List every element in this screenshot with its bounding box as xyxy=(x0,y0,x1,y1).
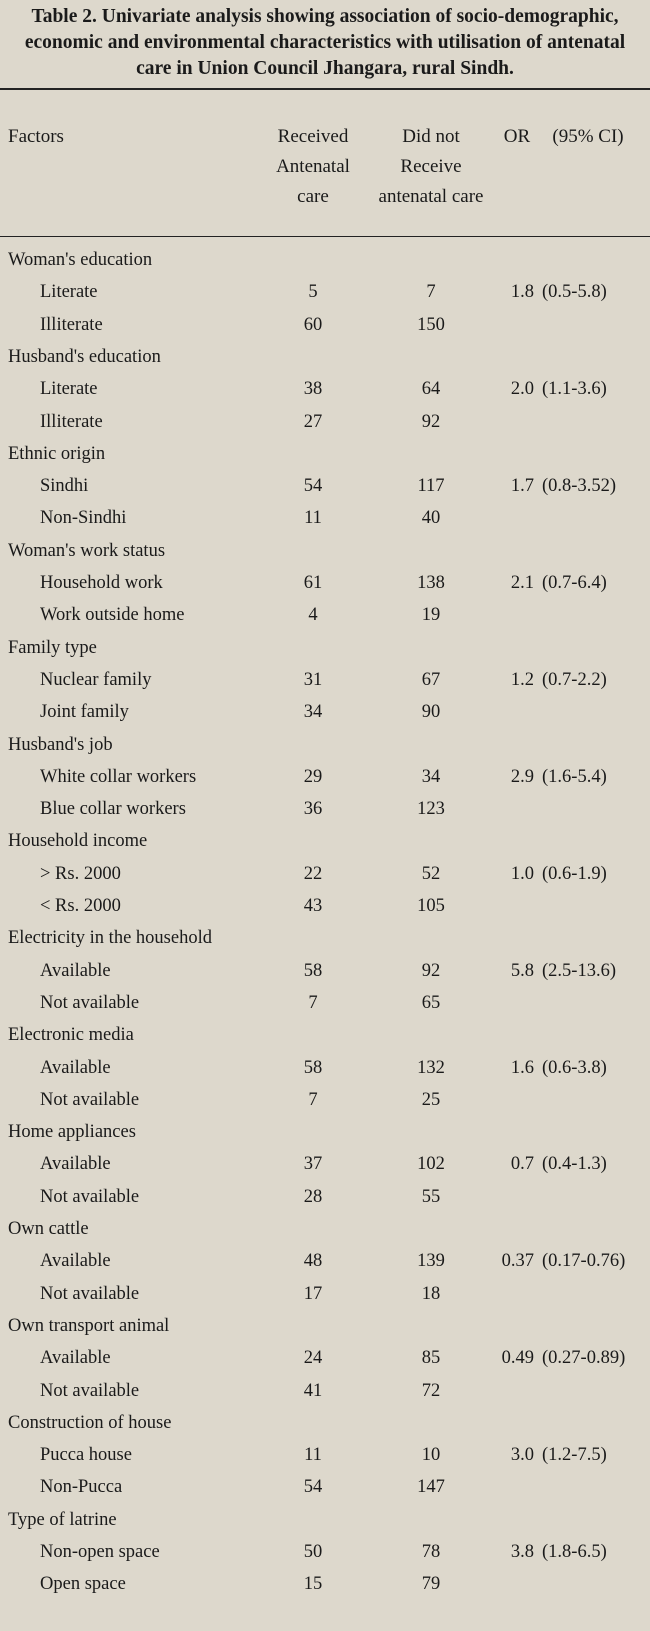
cell-did-not-receive: 19 xyxy=(421,605,441,626)
row-label: Not available xyxy=(40,1283,140,1304)
cell-received: 7 xyxy=(308,992,318,1013)
row-label: Open space xyxy=(40,1574,126,1595)
cell-did-not-receive: 123 xyxy=(417,799,445,820)
cell-or: 3.0 xyxy=(510,1445,534,1466)
row-label: Not available xyxy=(40,1089,140,1110)
header-ci: (95% CI) xyxy=(552,126,624,147)
cell-received: 34 xyxy=(303,702,323,723)
cell-did-not-receive: 52 xyxy=(421,863,441,884)
cell-ci: (1.2-7.5) xyxy=(542,1445,607,1466)
cell-received: 11 xyxy=(304,508,322,529)
group-heading xyxy=(0,1213,650,1245)
cell-ci: (0.6-3.8) xyxy=(542,1057,607,1078)
table-row xyxy=(0,664,650,696)
cell-received: 11 xyxy=(304,1445,322,1466)
cell-received: 17 xyxy=(303,1283,323,1304)
row-label: Nuclear family xyxy=(40,669,152,690)
cell-ci: (2.5-13.6) xyxy=(542,960,616,981)
group-title: Construction of house xyxy=(8,1412,172,1433)
group-heading xyxy=(0,632,650,664)
cell-did-not-receive: 79 xyxy=(421,1574,441,1595)
table-row xyxy=(0,599,650,631)
header-factors: Factors xyxy=(8,126,64,147)
cell-received: 15 xyxy=(303,1574,323,1595)
table-row xyxy=(0,955,650,987)
cell-received: 58 xyxy=(303,960,323,981)
row-label: Available xyxy=(40,1348,111,1369)
cell-received: 29 xyxy=(303,766,323,787)
row-label: Literate xyxy=(40,282,98,303)
cell-received: 58 xyxy=(303,1057,323,1078)
cell-or: 1.7 xyxy=(510,476,534,497)
cell-did-not-receive: 117 xyxy=(417,476,445,497)
cell-did-not-receive: 55 xyxy=(421,1186,441,1207)
group-heading xyxy=(0,825,650,857)
table-row xyxy=(0,1148,650,1180)
cell-received: 54 xyxy=(303,476,323,497)
table-row xyxy=(0,1245,650,1277)
cell-did-not-receive: 34 xyxy=(421,766,441,787)
cell-did-not-receive: 132 xyxy=(417,1057,445,1078)
cell-received: 61 xyxy=(303,573,323,593)
group-title: Home appliances xyxy=(8,1122,136,1143)
row-label: White collar workers xyxy=(40,766,197,787)
cell-did-not-receive: 65 xyxy=(421,992,441,1013)
table-row xyxy=(0,1342,650,1374)
cell-received: 41 xyxy=(303,1380,323,1401)
table-row xyxy=(0,1568,650,1600)
table-row xyxy=(0,1278,650,1310)
cell-received: 27 xyxy=(303,411,323,432)
cell-ci: (0.5-5.8) xyxy=(542,282,607,303)
row-label: Pucca house xyxy=(40,1445,132,1466)
group-title: Type of latrine xyxy=(8,1509,117,1530)
cell-received: 24 xyxy=(303,1348,323,1369)
table-row xyxy=(0,470,650,502)
group-heading xyxy=(0,438,650,470)
group-title: Own cattle xyxy=(8,1219,89,1239)
cell-ci: (0.17-0.76) xyxy=(542,1251,626,1272)
cell-or: 0.49 xyxy=(501,1348,534,1369)
row-label: > Rs. 2000 xyxy=(40,863,121,884)
cell-did-not-receive: 25 xyxy=(421,1089,441,1110)
cell-did-not-receive: 92 xyxy=(421,411,441,432)
group-heading xyxy=(0,729,650,761)
group-heading xyxy=(0,1116,650,1148)
row-label: Joint family xyxy=(40,702,129,723)
row-label: Literate xyxy=(40,379,98,400)
table-row xyxy=(0,1181,650,1213)
row-label: Illiterate xyxy=(40,411,103,432)
group-heading xyxy=(0,1407,650,1439)
table-row xyxy=(0,1052,650,1084)
cell-or: 2.0 xyxy=(510,379,534,400)
row-label: Work outside home xyxy=(40,605,185,626)
table-row xyxy=(0,858,650,890)
group-heading xyxy=(0,244,650,276)
group-heading xyxy=(0,1019,650,1051)
cell-received: 38 xyxy=(303,379,323,400)
cell-or: 2.9 xyxy=(510,766,534,787)
cell-or: 5.8 xyxy=(510,960,534,981)
cell-did-not-receive: 92 xyxy=(421,960,441,981)
cell-or: 3.8 xyxy=(510,1542,534,1562)
cell-ci: (0.7-6.4) xyxy=(542,573,607,593)
cell-or: 0.7 xyxy=(510,1154,534,1175)
cell-received: 50 xyxy=(303,1542,323,1562)
row-label: Available xyxy=(40,1057,111,1078)
row-label: Non-open space xyxy=(40,1542,160,1562)
group-heading xyxy=(0,535,650,567)
cell-or: 0.37 xyxy=(501,1251,534,1272)
top-rule xyxy=(0,88,650,90)
row-label: Non-Sindhi xyxy=(40,508,127,529)
group-title: Ethnic origin xyxy=(8,443,106,464)
group-title: Husband's education xyxy=(8,346,161,367)
table-row xyxy=(0,1536,650,1568)
cell-ci: (1.6-5.4) xyxy=(542,766,607,787)
cell-or: 1.8 xyxy=(510,282,534,303)
group-title: Own transport animal xyxy=(8,1315,170,1336)
cell-did-not-receive: 10 xyxy=(421,1445,441,1466)
group-heading xyxy=(0,341,650,373)
cell-received: 36 xyxy=(303,799,323,820)
cell-did-not-receive: 105 xyxy=(417,896,445,916)
cell-did-not-receive: 139 xyxy=(417,1251,445,1272)
group-title: Woman's work status xyxy=(8,540,166,561)
cell-ci: (0.7-2.2) xyxy=(542,669,607,690)
cell-did-not-receive: 147 xyxy=(417,1477,445,1498)
cell-did-not-receive: 64 xyxy=(421,379,441,400)
cell-did-not-receive: 18 xyxy=(421,1283,441,1304)
table-row xyxy=(0,987,650,1019)
row-label: Available xyxy=(40,1251,111,1272)
cell-ci: (0.6-1.9) xyxy=(542,863,607,884)
cell-ci: (1.8-6.5) xyxy=(542,1542,607,1562)
row-label: Available xyxy=(40,1154,111,1175)
group-title: Husband's job xyxy=(8,734,113,755)
group-heading xyxy=(0,1310,650,1342)
cell-did-not-receive: 7 xyxy=(426,282,436,303)
row-label: < Rs. 2000 xyxy=(40,896,121,916)
row-label: Household work xyxy=(40,573,163,593)
cell-received: 31 xyxy=(303,669,323,690)
cell-or: 1.2 xyxy=(510,669,534,690)
cell-did-not-receive: 72 xyxy=(421,1380,441,1401)
table-row xyxy=(0,276,650,308)
cell-received: 43 xyxy=(303,896,323,916)
cell-received: 5 xyxy=(308,282,318,303)
cell-did-not-receive: 150 xyxy=(417,314,445,335)
row-label: Not available xyxy=(40,1186,140,1207)
table-row xyxy=(0,1471,650,1503)
row-label: Sindhi xyxy=(40,476,89,497)
row-label: Non-Pucca xyxy=(40,1477,123,1498)
row-label: Illiterate xyxy=(40,314,103,335)
header-rule xyxy=(0,236,650,237)
table-row xyxy=(0,502,650,534)
header-or: OR xyxy=(503,126,531,147)
cell-did-not-receive: 78 xyxy=(421,1542,441,1562)
header-did-not-receive: Did not Receive antenatal care xyxy=(378,126,484,207)
row-label: Blue collar workers xyxy=(40,799,186,820)
table-row xyxy=(0,309,650,341)
cell-did-not-receive: 67 xyxy=(421,669,441,690)
cell-received: 48 xyxy=(303,1251,323,1272)
cell-did-not-receive: 102 xyxy=(417,1154,445,1175)
cell-received: 60 xyxy=(303,314,323,335)
table-row xyxy=(0,406,650,438)
cell-did-not-receive: 85 xyxy=(421,1348,441,1369)
cell-received: 22 xyxy=(303,863,323,884)
table-row xyxy=(0,567,650,599)
header-received: Received Antenatal care xyxy=(276,126,350,207)
group-title: Household income xyxy=(8,831,148,852)
cell-ci: (0.27-0.89) xyxy=(542,1348,626,1369)
cell-received: 4 xyxy=(308,605,318,626)
table-row xyxy=(0,761,650,793)
group-title: Electricity in the household xyxy=(8,928,212,949)
table-row xyxy=(0,1439,650,1471)
cell-received: 37 xyxy=(303,1154,323,1175)
table-row xyxy=(0,890,650,922)
table-row xyxy=(0,373,650,405)
cell-did-not-receive: 90 xyxy=(421,702,441,723)
table-row xyxy=(0,1375,650,1407)
row-label: Available xyxy=(40,960,111,981)
cell-received: 7 xyxy=(308,1089,318,1110)
cell-received: 54 xyxy=(303,1477,323,1498)
cell-ci: (0.8-3.52) xyxy=(542,476,616,497)
group-title: Woman's education xyxy=(8,250,153,270)
row-label: Not available xyxy=(40,1380,140,1401)
group-title: Electronic media xyxy=(8,1025,134,1046)
group-heading xyxy=(0,922,650,954)
cell-ci: (1.1-3.6) xyxy=(542,379,607,400)
table-row xyxy=(0,696,650,728)
cell-ci: (0.4-1.3) xyxy=(542,1154,607,1175)
cell-or: 1.0 xyxy=(510,863,534,884)
cell-received: 28 xyxy=(303,1186,323,1207)
table-row xyxy=(0,1084,650,1116)
group-title: Family type xyxy=(8,637,97,658)
table-row xyxy=(0,793,650,825)
cell-did-not-receive: 40 xyxy=(421,508,441,529)
group-heading xyxy=(0,1504,650,1536)
row-label: Not available xyxy=(40,992,140,1013)
cell-did-not-receive: 138 xyxy=(417,573,445,593)
cell-or: 2.1 xyxy=(510,573,534,593)
cell-or: 1.6 xyxy=(510,1057,534,1078)
table-caption: Table 2. Univariate analysis showing association of socio-demographic, economic and environmental characteristics with utilisation of antenatal care in Union Council Jhangara, rural Sindh. xyxy=(24,6,626,79)
